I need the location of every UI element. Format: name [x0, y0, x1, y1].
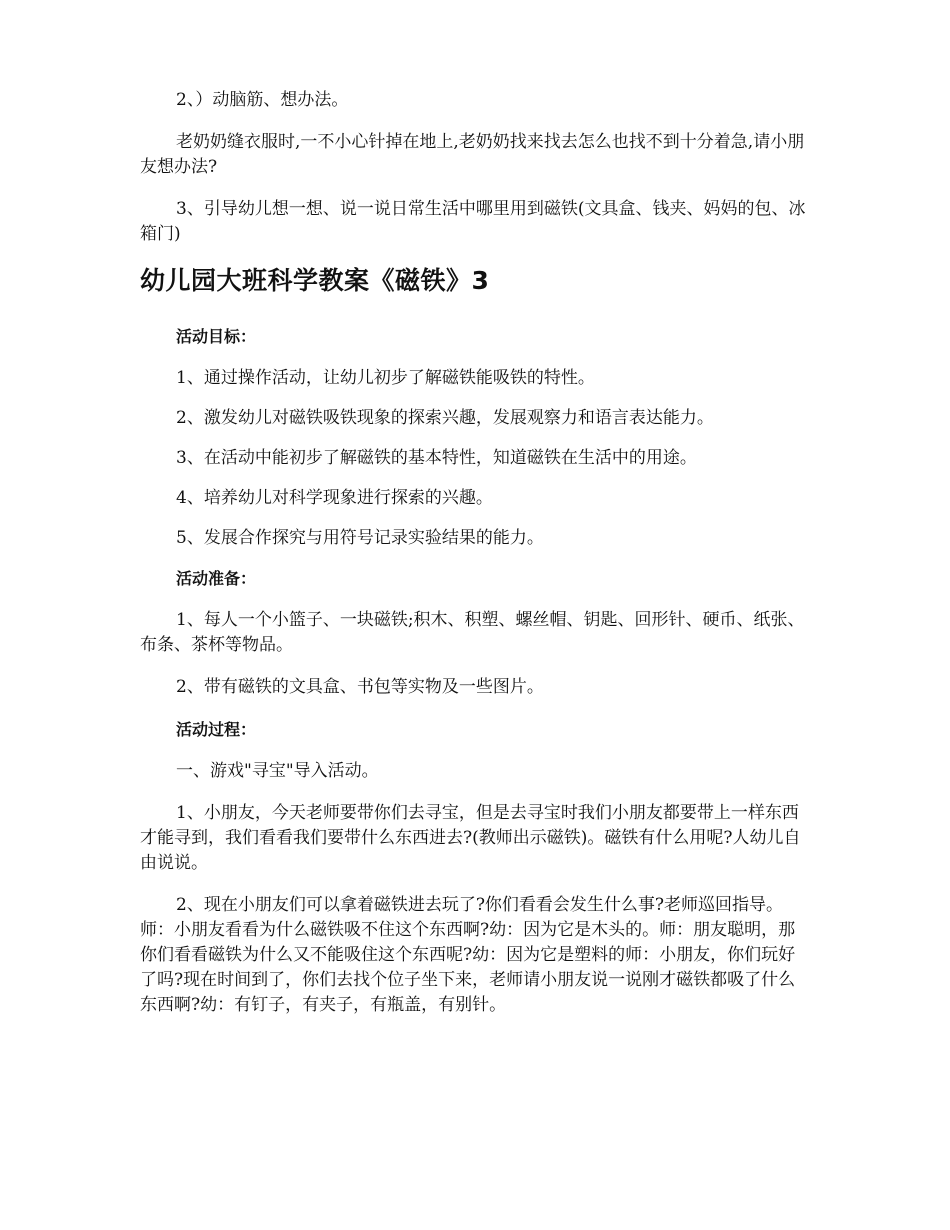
- prep-item: 2、带有磁铁的文具盒、书包等实物及一些图片。: [176, 677, 544, 697]
- process-item: 1、小朋友，今天老师要带你们去寻宝，但是去寻宝时我们小朋友都要带上一样东西才能寻到，我们看看我们要带什么东西进去?(教师出示磁铁)。磁铁有什么用呢?人幼儿自由说说。: [140, 803, 801, 873]
- process-item: 一、游戏"寻宝"导入活动。: [176, 761, 379, 781]
- goal-item: 3、在活动中能初步了解磁铁的基本特性，知道磁铁在生活中的用途。: [176, 448, 697, 468]
- document-page: [140, 88, 812, 1035]
- intro-paragraph-1: 2、）动脑筋、想办法。: [176, 90, 349, 110]
- goal-item: 1、通过操作活动，让幼儿初步了解磁铁能吸铁的特性。: [176, 368, 595, 388]
- goal-item: 4、培养幼儿对科学现象进行探索的兴趣。: [176, 488, 493, 508]
- lesson-title: 幼儿园大班科学教案《磁铁》3: [140, 266, 490, 295]
- goal-item: 2、激发幼儿对磁铁吸铁现象的探索兴趣，发展观察力和语言表达能力。: [176, 408, 714, 428]
- intro-paragraph-3: 3、引导幼儿想一想、说一说日常生活中哪里用到磁铁(文具盒、钱夹、妈妈的包、冰箱门): [140, 199, 806, 244]
- intro-paragraph-2: 老奶奶缝衣服时,一不小心针掉在地上,老奶奶找来找去怎么也找不到十分着急,请小朋友想办法?: [140, 132, 805, 177]
- goals-heading: 活动目标：: [176, 327, 257, 346]
- process-heading: 活动过程：: [176, 720, 257, 739]
- process-item: 2、现在小朋友们可以拿着磁铁进去玩了?你们看看会发生什么事?老师巡回指导。师：小朋友看看为什么磁铁吸不住这个东西啊?幼：因为它是木头的。师：朋友聪明，那你们看看磁铁为什么又不能吸住这个东西呢?幼：因为它是塑料的师：小朋友，你们玩好了吗?现在时间到了，你们去找个位子坐下来，老师请小朋友说一说刚才磁铁都吸了什么东西啊?幼：有钉子，有夹子，有瓶盖，有别针。: [140, 895, 796, 1015]
- prep-heading: 活动准备：: [176, 569, 257, 588]
- prep-item: 1、每人一个小篮子、一块磁铁;积木、积塑、螺丝帽、钥匙、回形针、硬币、纸张、布条、茶杯等物品。: [140, 610, 805, 655]
- goal-item: 5、发展合作探究与用符号记录实验结果的能力。: [176, 528, 544, 548]
